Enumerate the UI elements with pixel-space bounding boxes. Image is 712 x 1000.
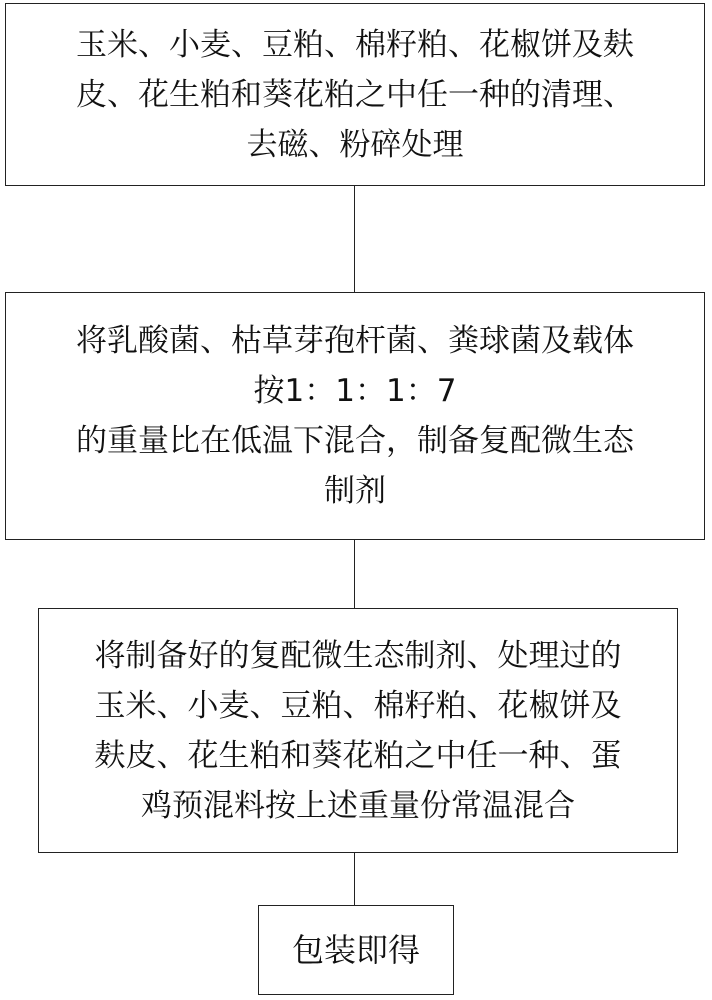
step-2-line-1: 将乳酸菌、枯草芽孢杆菌、粪球菌及载体 (76, 323, 634, 359)
step-1-line-3: 去磁、粉碎处理 (246, 126, 464, 163)
step-2-box (5, 292, 705, 540)
step-3-line-1: 将制备好的复配微生态制剂、处理过的 (94, 637, 622, 674)
step-2-line-3: 的重量比在低温下混合，制备复配微生态 (76, 423, 634, 459)
step-1-box (5, 3, 705, 186)
step-4-box (258, 905, 454, 995)
connector-1-to-2 (354, 186, 355, 292)
step-3-box (38, 608, 678, 853)
step-2-line-2: 按1：1：1：7 (253, 373, 457, 409)
step-1-line-1: 玉米、小麦、豆粕、棉籽粕、花椒饼及麸 (76, 26, 634, 63)
step-1-line-2: 皮、花生粕和葵花粕之中任一种的清理、 (76, 76, 634, 113)
connector-2-to-3 (354, 540, 355, 608)
step-2-line-4: 制剂 (324, 473, 386, 509)
step-4-line-1: 包装即得 (291, 931, 420, 969)
connector-3-to-4 (354, 853, 355, 905)
step-3-line-3: 麸皮、花生粕和葵花粕之中任一种、蛋 (94, 737, 622, 774)
step-3-line-2: 玉米、小麦、豆粕、棉籽粕、花椒饼及 (94, 687, 622, 724)
step-3-line-4: 鸡预混料按上述重量份常温混合 (141, 787, 575, 824)
